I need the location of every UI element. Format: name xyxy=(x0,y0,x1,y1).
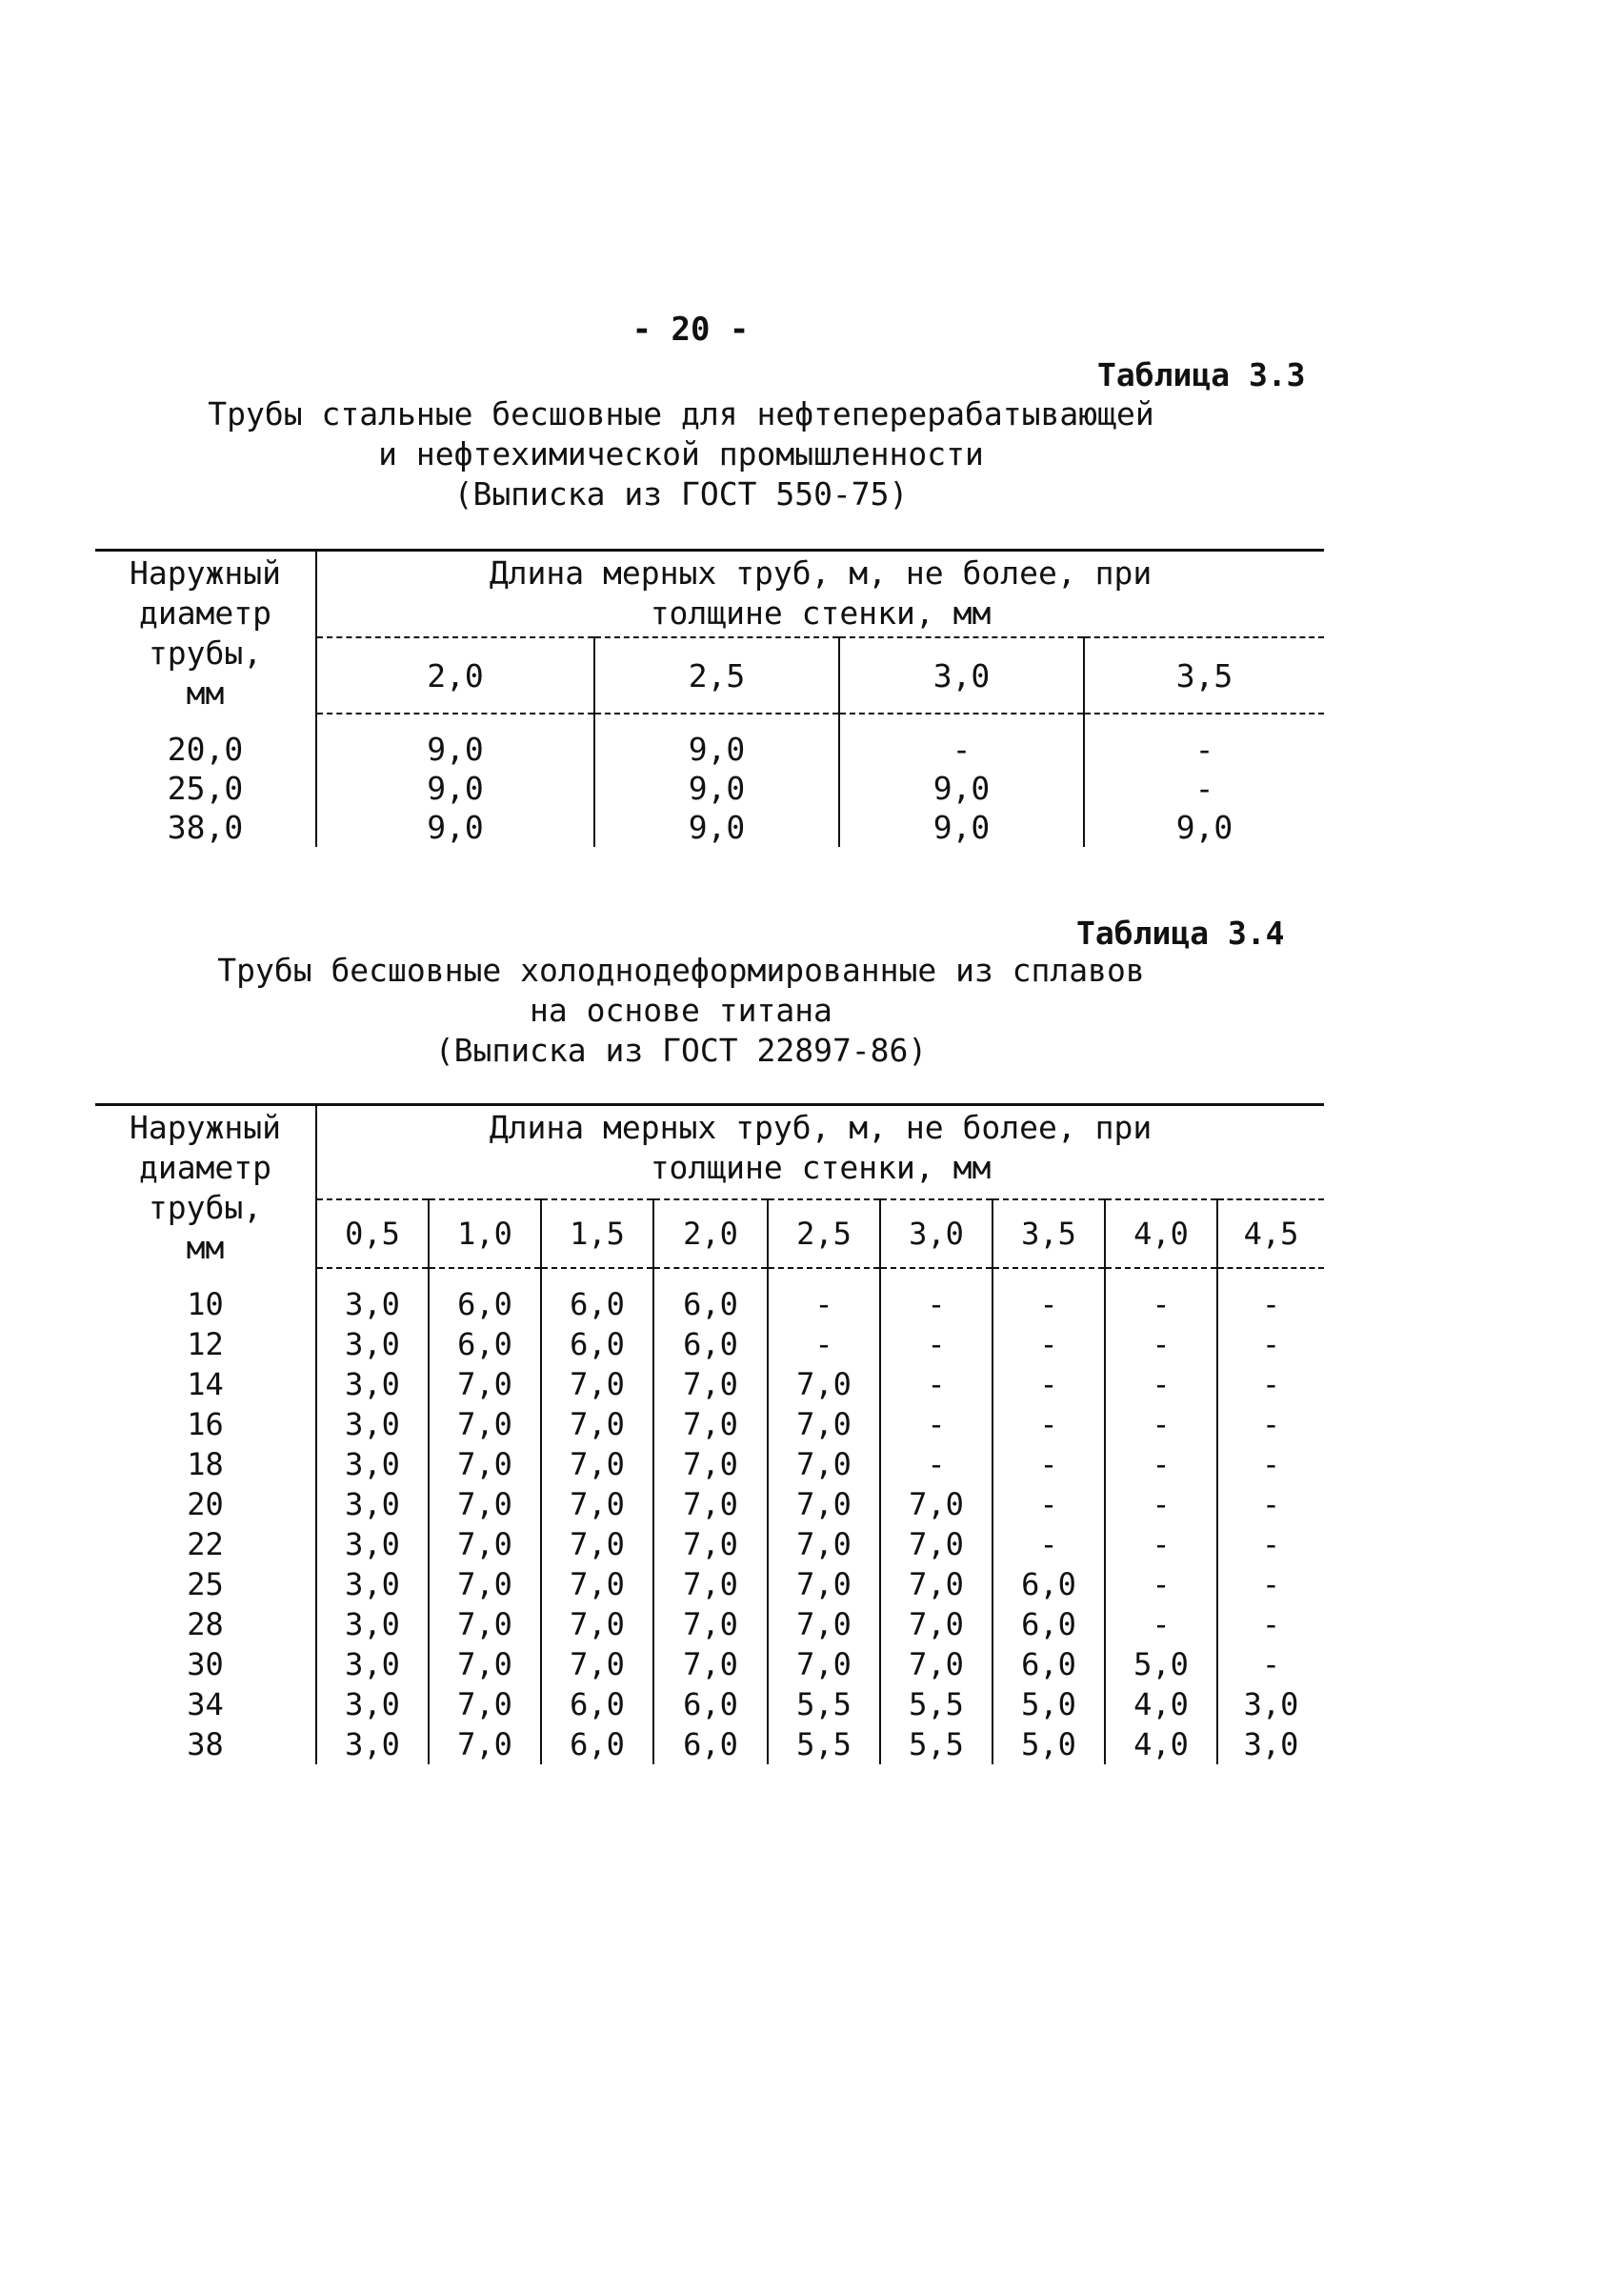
length-value-cell: 7,0 xyxy=(429,1364,541,1404)
length-value-cell: 9,0 xyxy=(316,808,594,847)
length-value-cell: 7,0 xyxy=(541,1604,653,1644)
length-value-cell: 3,0 xyxy=(316,1444,429,1484)
length-value-cell: - xyxy=(1105,1404,1217,1444)
table-3-3-title xyxy=(171,394,1191,514)
table-row xyxy=(95,1364,1324,1404)
table-3-4-col-header: 1,0 xyxy=(429,1199,541,1268)
length-value-cell: - xyxy=(880,1444,992,1484)
length-value-cell: 3,0 xyxy=(316,1684,429,1724)
length-value-cell: 7,0 xyxy=(429,1644,541,1684)
table-row xyxy=(95,1484,1324,1524)
table-3-4-col-header: 1,5 xyxy=(541,1199,653,1268)
length-value-cell: 3,0 xyxy=(316,1604,429,1644)
table-row xyxy=(95,1604,1324,1644)
length-value-cell: 7,0 xyxy=(429,1604,541,1644)
length-value-cell: - xyxy=(1261,1526,1281,1562)
length-value-cell: 6,0 xyxy=(653,1724,768,1764)
length-value-cell: 6,0 xyxy=(541,1268,653,1324)
length-value-cell: 6,0 xyxy=(992,1604,1105,1644)
length-value-cell: 4,0 xyxy=(1105,1724,1217,1764)
length-value-cell: - xyxy=(992,1268,1105,1324)
length-value-cell: 5,5 xyxy=(880,1724,992,1764)
length-value-cell: 5,5 xyxy=(768,1684,880,1724)
length-value-cell: - xyxy=(1261,1646,1281,1682)
row-diameter-cell: 20 xyxy=(95,1484,316,1524)
length-value-cell: 7,0 xyxy=(653,1564,768,1604)
length-value-cell: 9,0 xyxy=(594,714,839,769)
table-row xyxy=(95,1268,1324,1324)
length-value-cell: 6,0 xyxy=(541,1684,653,1724)
page-number: - 20 - xyxy=(632,311,750,349)
row-diameter-cell: 30 xyxy=(95,1644,316,1684)
length-value-cell: 6,0 xyxy=(541,1324,653,1364)
length-value-cell: 9,0 xyxy=(316,714,594,769)
length-value-cell: 6,0 xyxy=(429,1324,541,1364)
row-diameter-cell: 22 xyxy=(95,1524,316,1564)
length-value-cell: 7,0 xyxy=(541,1444,653,1484)
length-value-cell: - xyxy=(992,1364,1105,1404)
table-row xyxy=(95,714,1324,769)
length-value-cell: 7,0 xyxy=(541,1484,653,1524)
length-value-cell: 3,0 xyxy=(316,1404,429,1444)
table-row xyxy=(95,808,1324,847)
length-value-cell: - xyxy=(768,1324,880,1364)
length-value-cell: 9,0 xyxy=(594,769,839,808)
table-3-4-header-diameter: Наружный диаметр трубы, мм xyxy=(95,1105,316,1269)
length-value-cell: 7,0 xyxy=(429,1564,541,1604)
row-diameter-cell: 10 xyxy=(95,1268,316,1324)
table-3-3-col-header: 2,0 xyxy=(316,637,594,714)
length-value-cell: 6,0 xyxy=(653,1324,768,1364)
length-value-cell: 7,0 xyxy=(541,1404,653,1444)
length-value-cell: - xyxy=(1261,1326,1281,1362)
table-3-4-col-header: 0,5 xyxy=(316,1199,429,1268)
table-3-4-title-line: (Выписка из ГОСТ 22897-86) xyxy=(434,1032,928,1069)
length-value-cell: - xyxy=(992,1524,1105,1564)
length-value-cell: - xyxy=(1105,1484,1217,1524)
length-value-cell: 7,0 xyxy=(653,1484,768,1524)
row-diameter-cell: 16 xyxy=(95,1404,316,1444)
table-row xyxy=(95,1684,1324,1724)
row-diameter-cell: 28 xyxy=(95,1604,316,1644)
length-value-cell: - xyxy=(1105,1444,1217,1484)
table-3-4-title xyxy=(171,951,1191,1071)
table-row xyxy=(95,1324,1324,1364)
length-value-cell: 7,0 xyxy=(768,1644,880,1684)
length-value-cell: - xyxy=(992,1404,1105,1444)
table-row xyxy=(95,1444,1324,1484)
length-value-cell: - xyxy=(880,1268,992,1324)
length-value-cell: 6,0 xyxy=(992,1644,1105,1684)
table-row xyxy=(95,1724,1324,1764)
table-3-4-col-header: 3,0 xyxy=(880,1199,992,1268)
length-value-cell: 7,0 xyxy=(880,1644,992,1684)
length-value-cell: 3,0 xyxy=(316,1324,429,1364)
length-value-cell: - xyxy=(1261,1606,1281,1642)
length-value-cell: 3,0 xyxy=(316,1564,429,1604)
length-value-cell: 9,0 xyxy=(316,769,594,808)
length-value-cell: 9,0 xyxy=(839,769,1084,808)
table-3-3-title-line: Трубы стальные бесшовные для нефтеперерабатывающей xyxy=(208,395,1154,433)
table-3-4-header-length: Длина мерных труб, м, не более, при толщине стенки, мм xyxy=(316,1105,1324,1200)
length-value-cell: 5,0 xyxy=(992,1724,1105,1764)
length-value-cell: 7,0 xyxy=(768,1444,880,1484)
row-diameter-cell: 14 xyxy=(95,1364,316,1404)
length-value-cell: - xyxy=(1105,1364,1217,1404)
length-value-cell: 4,0 xyxy=(1105,1684,1217,1724)
table-3-4-col-header: 2,0 xyxy=(653,1199,768,1268)
length-value-cell: - xyxy=(1261,1446,1281,1482)
length-value-cell: 6,0 xyxy=(429,1268,541,1324)
length-value-cell: 7,0 xyxy=(429,1524,541,1564)
length-value-cell: - xyxy=(839,714,1084,769)
length-value-cell: 7,0 xyxy=(541,1524,653,1564)
length-value-cell: 6,0 xyxy=(653,1684,768,1724)
row-diameter-cell: 34 xyxy=(95,1684,316,1724)
length-value-cell: 7,0 xyxy=(653,1364,768,1404)
length-value-cell: 3,0 xyxy=(316,1484,429,1524)
length-value-cell: 3,0 xyxy=(316,1724,429,1764)
length-value-cell: 7,0 xyxy=(768,1404,880,1444)
length-value-cell: - xyxy=(1194,731,1214,768)
length-value-cell: 7,0 xyxy=(429,1404,541,1444)
length-value-cell: 3,0 xyxy=(316,1524,429,1564)
length-value-cell: 7,0 xyxy=(768,1604,880,1644)
table-3-4-body xyxy=(95,1268,1324,1764)
length-value-cell: 6,0 xyxy=(992,1564,1105,1604)
length-value-cell: 5,5 xyxy=(768,1724,880,1764)
table-3-3-label: Таблица 3.3 xyxy=(1097,356,1306,393)
length-value-cell: 7,0 xyxy=(768,1484,880,1524)
length-value-cell: - xyxy=(1105,1604,1217,1644)
length-value-cell: 7,0 xyxy=(880,1524,992,1564)
length-value-cell: 7,0 xyxy=(429,1724,541,1764)
length-value-cell: 7,0 xyxy=(541,1644,653,1684)
length-value-cell: - xyxy=(768,1268,880,1324)
length-value-cell: 3,0 xyxy=(316,1364,429,1404)
table-3-4-col-header: 2,5 xyxy=(768,1199,880,1268)
table-3-4-title-line: на основе титана xyxy=(530,992,832,1029)
table-row xyxy=(95,1644,1324,1684)
length-value-cell: 9,0 xyxy=(1175,809,1233,846)
length-value-cell: - xyxy=(1261,1566,1281,1602)
length-value-cell: 7,0 xyxy=(541,1564,653,1604)
length-value-cell: - xyxy=(1261,1366,1281,1402)
length-value-cell: 7,0 xyxy=(880,1564,992,1604)
length-value-cell: - xyxy=(1105,1524,1217,1564)
table-3-3-body xyxy=(95,714,1324,847)
length-value-cell: - xyxy=(1105,1564,1217,1604)
row-diameter-cell: 38,0 xyxy=(95,808,316,847)
table-3-4-title-line: Трубы бесшовные холоднодеформированные из сплавов xyxy=(217,952,1145,989)
row-diameter-cell: 12 xyxy=(95,1324,316,1364)
table-3-4 xyxy=(95,1103,1324,1764)
row-diameter-cell: 25,0 xyxy=(95,769,316,808)
table-3-4-col-header: 4,5 xyxy=(1217,1199,1324,1268)
length-value-cell: - xyxy=(992,1324,1105,1364)
table-3-4-col-header: 3,5 xyxy=(992,1199,1105,1268)
length-value-cell: 5,5 xyxy=(880,1684,992,1724)
length-value-cell: 7,0 xyxy=(653,1524,768,1564)
table-3-3-header-diameter: Наружный диаметр трубы, мм xyxy=(95,551,316,714)
length-value-cell: 3,0 xyxy=(1243,1726,1299,1762)
table-3-3-col-header: 3,5 xyxy=(1084,637,1324,714)
length-value-cell: - xyxy=(1261,1486,1281,1522)
table-row xyxy=(95,1524,1324,1564)
length-value-cell: 7,0 xyxy=(653,1444,768,1484)
length-value-cell: 9,0 xyxy=(594,808,839,847)
length-value-cell: 3,0 xyxy=(316,1268,429,1324)
length-value-cell: - xyxy=(880,1324,992,1364)
length-value-cell: 9,0 xyxy=(839,808,1084,847)
length-value-cell: - xyxy=(1261,1286,1281,1322)
length-value-cell: 5,0 xyxy=(1105,1644,1217,1684)
length-value-cell: 6,0 xyxy=(541,1724,653,1764)
table-row xyxy=(95,1404,1324,1444)
length-value-cell: - xyxy=(1194,770,1214,807)
length-value-cell: - xyxy=(1105,1268,1217,1324)
length-value-cell: 5,0 xyxy=(992,1684,1105,1724)
table-3-4-col-header: 4,0 xyxy=(1105,1199,1217,1268)
table-3-3-title-line: (Выписка из ГОСТ 550-75) xyxy=(453,475,909,513)
table-3-3-title-line: и нефтехимической промышленности xyxy=(378,435,984,473)
table-3-4-label: Таблица 3.4 xyxy=(1076,915,1285,952)
length-value-cell: - xyxy=(880,1364,992,1404)
length-value-cell: - xyxy=(880,1404,992,1444)
length-value-cell: 7,0 xyxy=(653,1644,768,1684)
table-3-3 xyxy=(95,549,1324,847)
row-diameter-cell: 38 xyxy=(95,1724,316,1764)
table-row xyxy=(95,769,1324,808)
table-3-3-col-header: 2,5 xyxy=(594,637,839,714)
length-value-cell: - xyxy=(992,1444,1105,1484)
length-value-cell: - xyxy=(992,1484,1105,1524)
length-value-cell: - xyxy=(1261,1406,1281,1442)
table-3-3-header-length: Длина мерных труб, м, не более, при толщине стенки, мм xyxy=(316,551,1324,638)
length-value-cell: 7,0 xyxy=(541,1364,653,1404)
length-value-cell: 7,0 xyxy=(429,1484,541,1524)
length-value-cell: 7,0 xyxy=(768,1564,880,1604)
length-value-cell: - xyxy=(1105,1324,1217,1364)
length-value-cell: 3,0 xyxy=(1243,1686,1299,1722)
length-value-cell: 7,0 xyxy=(768,1364,880,1404)
length-value-cell: 7,0 xyxy=(653,1404,768,1444)
table-row xyxy=(95,1564,1324,1604)
row-diameter-cell: 25 xyxy=(95,1564,316,1604)
length-value-cell: 7,0 xyxy=(429,1444,541,1484)
row-diameter-cell: 18 xyxy=(95,1444,316,1484)
table-3-3-col-header: 3,0 xyxy=(839,637,1084,714)
length-value-cell: 7,0 xyxy=(880,1604,992,1644)
length-value-cell: 7,0 xyxy=(429,1684,541,1724)
length-value-cell: 7,0 xyxy=(768,1524,880,1564)
length-value-cell: 6,0 xyxy=(653,1268,768,1324)
row-diameter-cell: 20,0 xyxy=(95,714,316,769)
length-value-cell: 3,0 xyxy=(316,1644,429,1684)
length-value-cell: 7,0 xyxy=(880,1484,992,1524)
length-value-cell: 7,0 xyxy=(653,1604,768,1644)
